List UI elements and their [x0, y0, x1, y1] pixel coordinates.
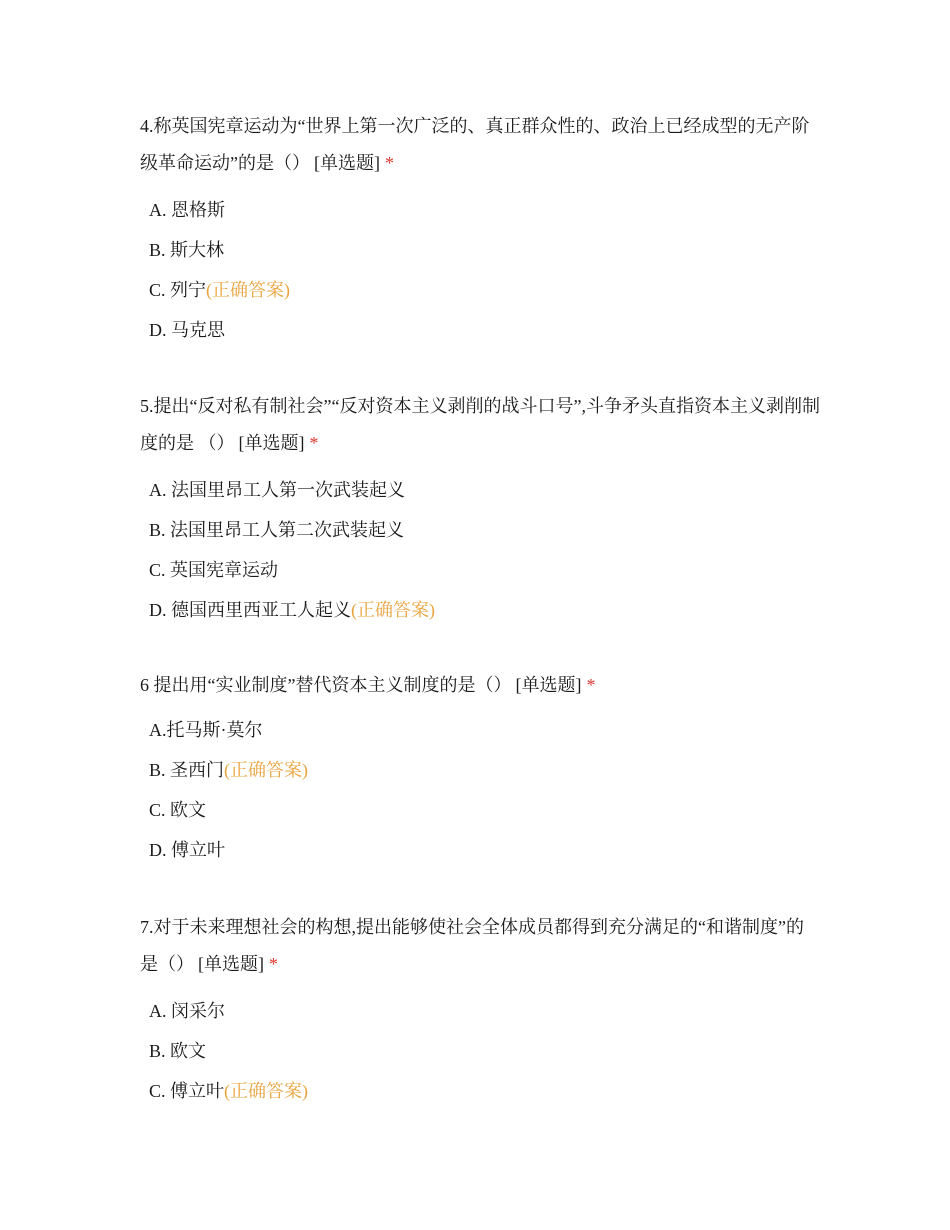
required-mark: *: [309, 433, 319, 453]
required-mark: *: [269, 954, 278, 974]
option-a[interactable]: [149, 470, 820, 510]
option-text: B. 圣西门: [149, 760, 225, 780]
option-b[interactable]: [149, 750, 820, 790]
question-text: 6 提出用“实业制度”替代资本主义制度的是（）: [140, 675, 512, 695]
option-text: A. 恩格斯: [149, 200, 225, 220]
option-text: A. 法国里昂工人第一次武装起义: [149, 480, 405, 500]
option-d[interactable]: [149, 310, 820, 350]
option-text: C. 傅立叶: [149, 1081, 225, 1101]
option-text: B. 斯大林: [149, 240, 225, 260]
option-text: C. 英国宪章运动: [149, 560, 279, 580]
option-c[interactable]: [149, 1071, 820, 1111]
question-title: [140, 909, 820, 983]
option-d[interactable]: [149, 830, 820, 870]
option-text: C. 欧文: [149, 800, 207, 820]
option-text: A.托马斯·莫尔: [149, 720, 263, 740]
question-title: [140, 667, 820, 704]
option-text: B. 欧文: [149, 1041, 207, 1061]
option-text: D. 傅立叶: [149, 840, 225, 860]
option-text: D. 马克思: [149, 320, 225, 340]
question-text: 5.提出“反对私有制社会”“反对资本主义剥削的战斗口号”,斗争矛头直指资本主义剥削制度的是 （）: [140, 396, 820, 453]
correct-answer-label: (正确答案): [351, 600, 435, 620]
question-7: [140, 909, 820, 1111]
required-mark: *: [385, 153, 394, 173]
required-mark: *: [586, 675, 596, 695]
question-type: [单选题]: [314, 153, 380, 173]
question-title: [140, 388, 820, 462]
question-type: [单选题]: [238, 433, 305, 453]
option-list: [140, 991, 820, 1111]
question-4: [140, 108, 820, 350]
option-b[interactable]: [149, 230, 820, 270]
option-a[interactable]: [149, 190, 820, 230]
option-text: A. 闵采尔: [149, 1001, 225, 1021]
correct-answer-label: (正确答案): [224, 760, 309, 780]
option-c[interactable]: [149, 550, 820, 590]
option-c[interactable]: [149, 270, 820, 310]
correct-answer-label: (正确答案): [224, 1081, 309, 1101]
question-text: 4.称英国宪章运动为“世界上第一次广泛的、真正群众性的、政治上已经成型的无产阶级革命运动”的是（）: [140, 116, 810, 173]
option-list: [140, 470, 820, 630]
option-b[interactable]: [149, 1031, 820, 1071]
option-b[interactable]: [149, 510, 820, 550]
question-type: [单选题]: [198, 954, 264, 974]
option-a[interactable]: [149, 710, 820, 750]
option-d[interactable]: [149, 590, 820, 630]
option-text: C. 列宁: [149, 280, 207, 300]
question-title: [140, 108, 820, 182]
option-c[interactable]: [149, 790, 820, 830]
option-text: D. 德国西里西亚工人起义: [149, 600, 351, 620]
question-5: [140, 388, 820, 630]
option-list: [140, 190, 820, 350]
correct-answer-label: (正确答案): [206, 280, 291, 300]
question-type: [单选题]: [515, 675, 582, 695]
option-a[interactable]: [149, 991, 820, 1031]
question-text: 7.对于未来理想社会的构想,提出能够使社会全体成员都得到充分满足的“和谐制度”的是（）: [140, 917, 804, 974]
question-6: [140, 667, 820, 870]
option-text: B. 法国里昂工人第二次武装起义: [149, 520, 405, 540]
option-list: [140, 710, 820, 870]
